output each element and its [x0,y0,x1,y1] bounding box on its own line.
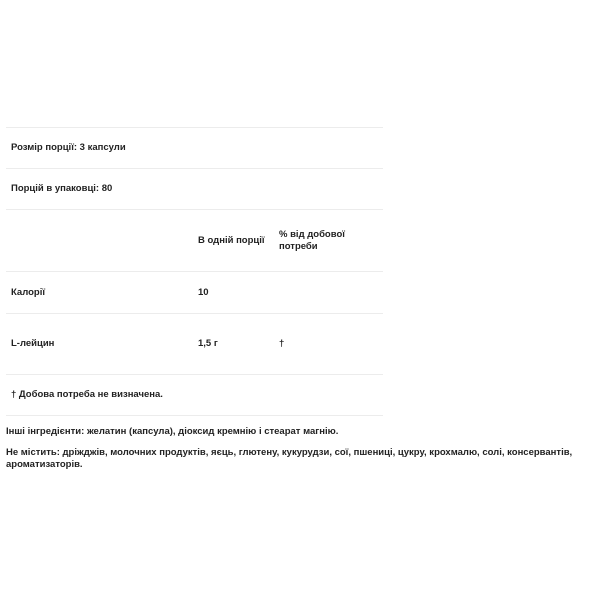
servings-per-container-row [6,169,383,210]
table-row [6,272,383,314]
table-header-row [6,210,383,272]
footnote: † Добова потреба не визначена. [11,389,163,400]
nutrient-daily-value: † [279,338,285,349]
supplement-facts-table [6,127,383,416]
servings-per-container: Порцій в упаковці: 80 [11,183,113,194]
nutrient-name: L-лейцин [11,338,55,349]
nutrient-amount: 10 [198,286,209,298]
table-row [6,314,383,375]
nutrient-name: Калорії [11,286,46,298]
serving-size: Розмір порції: 3 капсули [11,142,126,153]
column-header-daily-value: % від добової потреби [279,228,345,252]
other-ingredients: Інші інгредієнти: желатин (капсула), діоксид кремнію і стеарат магнію. [6,426,339,437]
nutrient-amount: 1,5 г [198,338,218,349]
footnote-row [6,375,383,416]
serving-size-row [6,128,383,169]
column-header-amount: В одній порції [198,234,265,246]
free-of-statement: Не містить: дріжджів, молочних продуктів, яєць, глютену, кукурудзи, сої, пшениці, цукру, крохмалю, солі, консервантів, ароматизаторів. [6,447,573,470]
